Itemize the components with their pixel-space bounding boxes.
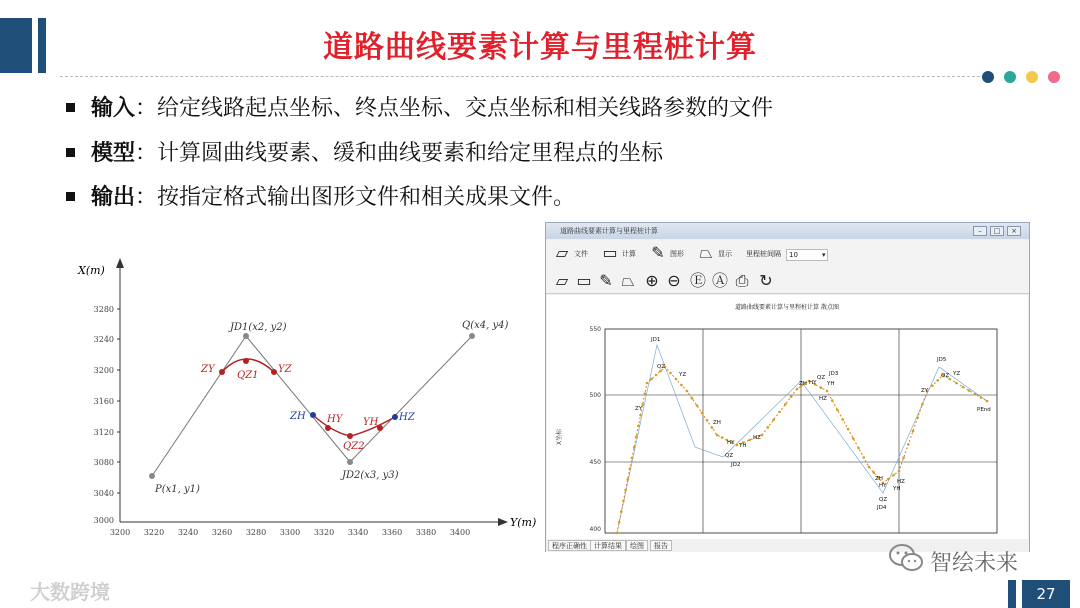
- stake-point: [916, 416, 919, 419]
- stake-point: [962, 386, 965, 389]
- chart-label: YZ: [953, 371, 961, 377]
- label-yz: YZ: [278, 364, 292, 375]
- stake-point: [620, 510, 623, 513]
- header-dot-2: [1004, 71, 1016, 83]
- frame-icon[interactable]: ⏢: [621, 271, 635, 290]
- app-window-screenshot: [545, 222, 1030, 552]
- chart-label: QZ: [657, 364, 666, 370]
- point-p: [149, 473, 155, 479]
- stake-point: [912, 430, 915, 433]
- stake-point: [931, 384, 934, 387]
- stake-point: [986, 400, 989, 403]
- chart-label: HY: [879, 483, 887, 489]
- x-axis-label: Y(m): [510, 516, 537, 529]
- point-hz: [392, 414, 398, 420]
- bullet-marker: [66, 192, 75, 201]
- point-yz: [271, 369, 277, 375]
- slide-title: 道路曲线要素计算与里程桩计算: [323, 30, 757, 65]
- tab-correctness[interactable]: 程序正确性: [548, 540, 591, 551]
- label-qz1: QZ1: [237, 370, 259, 381]
- x-tick: 3220: [143, 528, 165, 537]
- chart-y-tick: 500: [589, 392, 601, 399]
- x-tick: 3300: [279, 528, 301, 537]
- window-title: 道路曲线要素计算与里程桩计算: [560, 227, 658, 235]
- y-axis-arrow: [116, 258, 124, 268]
- route-tangent-line: [152, 336, 472, 476]
- chart-label: ZY: [921, 388, 929, 394]
- x-tick: 3320: [313, 528, 335, 537]
- stake-point: [644, 392, 647, 395]
- stake-point: [772, 418, 775, 421]
- chart-label: HY: [727, 440, 735, 446]
- stake-point: [868, 466, 871, 469]
- stake-point: [852, 437, 855, 440]
- scatter-plot: [547, 295, 1028, 539]
- tool-icons-toolbar: [546, 268, 1029, 294]
- bullet-label: 输入: [91, 96, 136, 121]
- y-tick: 3280: [93, 305, 114, 314]
- stake-point: [675, 378, 678, 381]
- stake-point: [980, 396, 983, 399]
- bullet-output: [66, 183, 575, 213]
- point-zh: [310, 412, 316, 418]
- label-jd2: JD2(x3, y3): [342, 470, 399, 481]
- chart-label: HZ: [819, 396, 827, 402]
- stake-point: [650, 378, 653, 381]
- stake-point: [836, 409, 839, 412]
- label-yh: YH: [363, 417, 379, 428]
- chart-label: ZH: [713, 420, 721, 426]
- minimize-button[interactable]: –: [973, 226, 987, 236]
- chart-label: PEnd: [977, 407, 991, 413]
- stake-point: [639, 414, 642, 417]
- stake-points: [616, 366, 989, 535]
- curve-diagram: [70, 250, 540, 550]
- label-zh: ZH: [290, 411, 306, 422]
- chart-label: ZH: [799, 381, 807, 387]
- chart-label: ZY: [635, 406, 643, 412]
- bullet-input: [66, 94, 773, 124]
- stake-point: [887, 478, 890, 481]
- main-toolbar: [546, 240, 1029, 268]
- open-file-icon[interactable]: ▱: [555, 271, 569, 290]
- display-icon: ⏢: [699, 243, 713, 262]
- stake-point: [898, 470, 901, 473]
- y-tick: 3040: [93, 489, 114, 498]
- tab-report[interactable]: 报告: [650, 540, 672, 551]
- chart-label: HZ: [753, 435, 761, 441]
- stake-point: [790, 395, 793, 398]
- stake-point: [820, 386, 823, 389]
- y-tick: 3120: [93, 428, 114, 437]
- page-number-accent: [1008, 580, 1016, 608]
- bullet-model: [66, 139, 663, 169]
- stake-point: [955, 382, 958, 385]
- point-q: [469, 333, 475, 339]
- stake-point: [633, 446, 636, 449]
- stake-point: [701, 412, 704, 415]
- label-hz: HZ: [399, 412, 415, 423]
- stake-point: [635, 435, 638, 438]
- header-dot-3: [1026, 71, 1038, 83]
- chart-label: QZ: [941, 373, 950, 379]
- stake-point: [624, 489, 627, 492]
- stake-point: [631, 457, 634, 460]
- label-zy: ZY: [201, 364, 215, 375]
- file-icon: ▱: [555, 243, 569, 262]
- stake-point: [696, 404, 699, 407]
- report-icon[interactable]: ⎙: [735, 271, 749, 290]
- close-button[interactable]: ×: [1007, 226, 1021, 236]
- header-divider: [60, 76, 980, 77]
- calc-icon: ▭: [602, 243, 618, 262]
- route-centerline: [617, 367, 987, 533]
- point-jd1: [243, 333, 249, 339]
- chart-label: YH: [893, 486, 901, 492]
- bullet-label: 模型: [91, 141, 136, 166]
- wechat-account-name: 智绘未来: [930, 551, 1019, 576]
- x-tick: 3200: [109, 528, 131, 537]
- stake-point: [629, 467, 632, 470]
- zoom-in-icon[interactable]: ⊕: [645, 271, 659, 290]
- bullet-label: 输出: [91, 185, 136, 210]
- stake-point: [831, 399, 834, 402]
- stake-point: [767, 426, 770, 429]
- bullet-marker: [66, 103, 75, 112]
- chart-y-tick: 550: [589, 326, 601, 333]
- x-tick: 3340: [347, 528, 369, 537]
- refresh-icon[interactable]: ↻: [759, 271, 773, 290]
- chart-label: JD3: [829, 371, 839, 377]
- stake-point: [761, 434, 764, 437]
- stake-point: [784, 403, 787, 406]
- stake-point: [622, 500, 625, 503]
- stake-point: [892, 474, 895, 477]
- tab-plot[interactable]: 绘图: [626, 540, 648, 551]
- stake-point: [721, 436, 724, 439]
- label-hy: HY: [327, 414, 343, 425]
- chart-label: HZ: [897, 479, 905, 485]
- tangent-lines: [617, 345, 987, 533]
- stake-point: [716, 434, 719, 437]
- stake-point: [907, 443, 910, 446]
- point-qz2: [347, 433, 353, 439]
- x-tick: 3280: [245, 528, 267, 537]
- chart-label: JD1: [651, 337, 661, 343]
- stake-point: [847, 428, 850, 431]
- bullet-text: ：计算圆曲线要素、缓和曲线要素和给定里程点的坐标: [135, 141, 664, 166]
- header-dot-1: [982, 71, 994, 83]
- chart-label: QZ: [879, 497, 888, 503]
- header-dot-4: [1048, 71, 1060, 83]
- x-tick: 3240: [177, 528, 199, 537]
- chart-label: QZ: [817, 375, 826, 381]
- chart-label: ZH: [875, 476, 883, 482]
- stake-point: [857, 447, 860, 450]
- stake-point: [736, 444, 739, 447]
- wechat-icon: [888, 543, 924, 573]
- chart-label: JD4: [877, 505, 887, 511]
- stake-point: [669, 372, 672, 375]
- y-tick: 3240: [93, 335, 114, 344]
- watermark: 大数跨境: [30, 580, 110, 604]
- label-jd1: JD1(x2, y2): [230, 322, 287, 333]
- label-p: P(x1, y1): [155, 484, 200, 495]
- stake-point: [616, 532, 619, 535]
- stake-point: [680, 384, 683, 387]
- stake-point: [646, 382, 649, 385]
- annotate-icon[interactable]: Ⓐ: [711, 271, 728, 290]
- chart-y-tick: 400: [589, 526, 601, 533]
- y-tick: 3000: [93, 516, 114, 525]
- x-tick: 3260: [211, 528, 233, 537]
- point-qz1: [243, 358, 249, 364]
- chart-label: QZ: [725, 453, 734, 459]
- chart-label: JD5: [937, 357, 947, 363]
- save-icon[interactable]: ▭: [576, 271, 592, 290]
- stake-point: [968, 389, 971, 392]
- stake-point: [921, 403, 924, 406]
- stake-point: [796, 388, 799, 391]
- y-axis-label: X(m): [78, 264, 105, 277]
- chart-y-axis-label: X坐标: [556, 428, 563, 445]
- point-zy: [219, 369, 225, 375]
- stake-point: [936, 379, 939, 382]
- stake-point: [626, 478, 629, 481]
- export-icon[interactable]: Ⓔ: [689, 271, 706, 290]
- stake-point: [706, 419, 709, 422]
- zoom-out-icon[interactable]: ⊖: [667, 271, 681, 290]
- chart-y-tick: 450: [589, 459, 601, 466]
- point-jd2: [347, 459, 353, 465]
- stake-point: [862, 456, 865, 459]
- page-number: 27: [1022, 580, 1070, 608]
- chart-label: YZ: [679, 372, 687, 378]
- stake-point: [841, 418, 844, 421]
- stake-point: [691, 397, 694, 400]
- x-axis-arrow: [498, 518, 508, 526]
- chart-title: 道路曲线要素计算与里程桩计算 散点图: [735, 304, 839, 311]
- stake-point: [618, 521, 621, 524]
- stake-point: [711, 426, 714, 429]
- menu-display[interactable]: 显示: [718, 250, 732, 258]
- label-q: Q(x4, y4): [462, 320, 509, 331]
- stake-point: [748, 439, 751, 442]
- y-tick: 3200: [93, 366, 114, 375]
- menu-graph[interactable]: 图形: [670, 250, 684, 258]
- y-tick: 3160: [93, 397, 114, 406]
- stake-point: [659, 370, 662, 373]
- stake-point: [655, 374, 658, 377]
- stake-point: [872, 471, 875, 474]
- stake-point: [902, 456, 905, 459]
- bullet-text: ：给定线路起点坐标、终点坐标、交点坐标和相关线路参数的文件: [135, 96, 774, 121]
- stake-point: [826, 390, 829, 393]
- x-tick: 3380: [415, 528, 437, 537]
- y-tick: 3080: [93, 458, 114, 467]
- stake-point: [686, 390, 689, 393]
- window-titlebar: [546, 223, 1029, 239]
- dropdown-caret-icon[interactable]: ▾: [822, 251, 826, 259]
- chart-label: YH: [827, 381, 835, 387]
- tab-results[interactable]: 计算结果: [590, 540, 626, 551]
- chart-label: HY: [809, 380, 817, 386]
- x-tick: 3400: [449, 528, 471, 537]
- point-hy: [325, 425, 331, 431]
- interval-label: 里程桩间隔: [746, 250, 781, 258]
- bullet-text: ：按指定格式输出图形文件和相关成果文件。: [135, 185, 576, 210]
- menu-file[interactable]: 文件: [574, 250, 588, 258]
- chart-label: JD2: [731, 462, 741, 468]
- interval-input[interactable]: 10: [786, 249, 828, 261]
- bullet-marker: [66, 148, 75, 157]
- label-qz2: QZ2: [343, 441, 365, 452]
- stake-point: [637, 425, 640, 428]
- maximize-button[interactable]: □: [990, 226, 1004, 236]
- pencil-icon: ✎: [651, 243, 665, 262]
- stake-point: [974, 393, 977, 396]
- draw-icon[interactable]: ✎: [599, 271, 613, 290]
- x-tick: 3360: [381, 528, 403, 537]
- stake-point: [778, 411, 781, 414]
- menu-calc[interactable]: 计算: [622, 250, 636, 258]
- chart-label: YH: [739, 443, 747, 449]
